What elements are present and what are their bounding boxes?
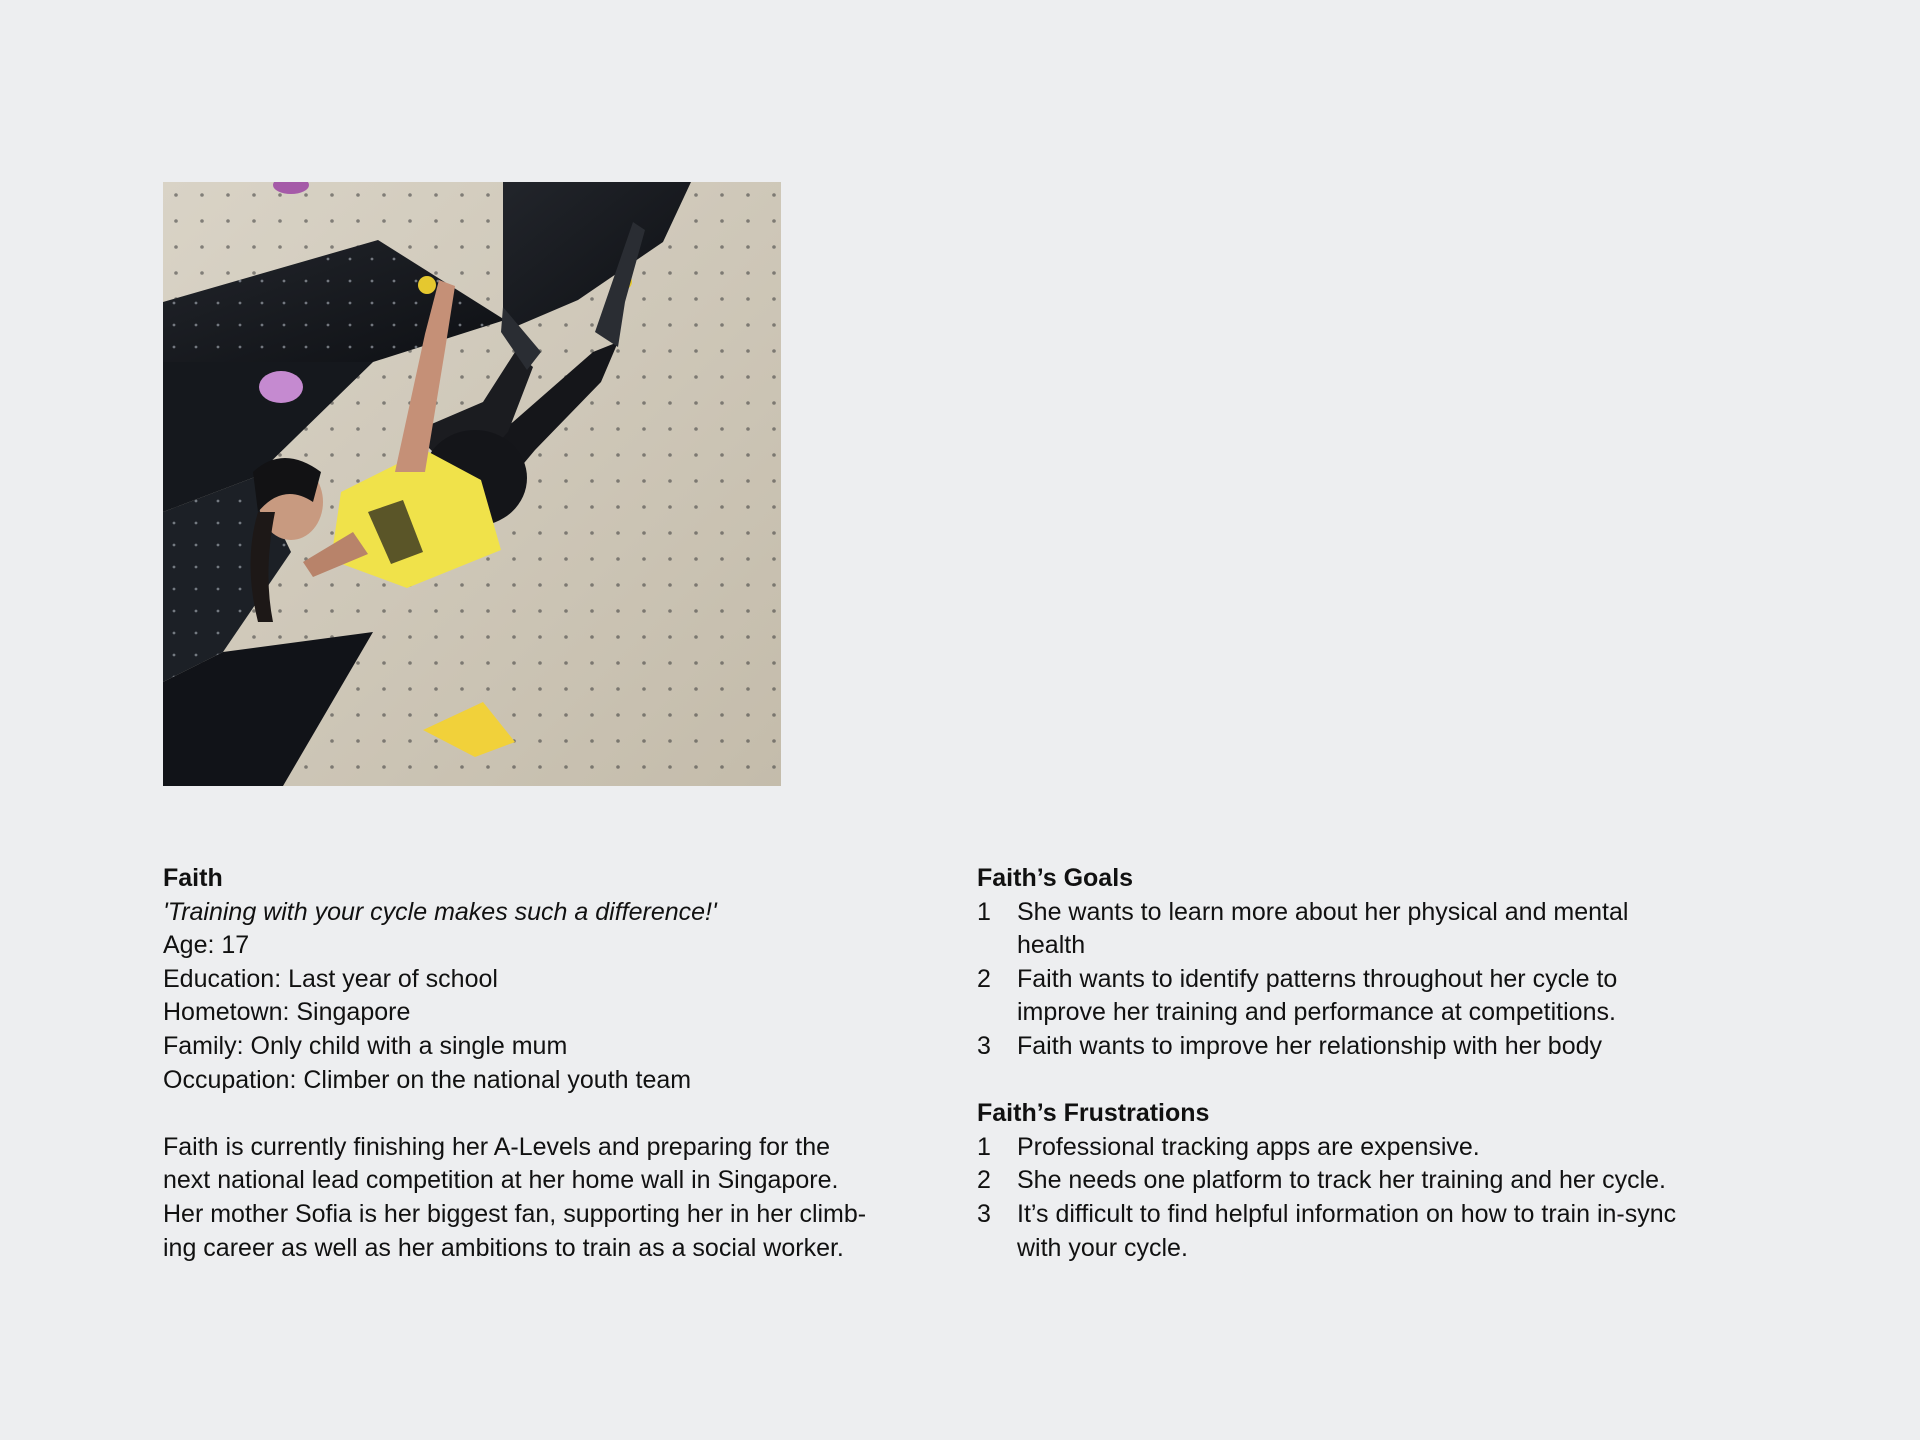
persona-bio — [163, 1131, 943, 1265]
goals-title: Faith’s Goals — [977, 864, 1134, 892]
persona-name: Faith — [163, 864, 223, 892]
persona-needs — [977, 862, 1767, 1265]
list-item — [977, 963, 1767, 1030]
bio-line: ing career as well as her ambitions to train as a social worker. — [163, 1233, 844, 1262]
list-text: improve her training and performance at competitions. — [1017, 998, 1616, 1027]
list-item — [977, 1131, 1767, 1165]
persona-education: Education: Last year of school — [163, 964, 498, 993]
bio-line: Her mother Sofia is her biggest fan, supporting her in her climb- — [163, 1199, 867, 1228]
bio-line: next national lead competition at her home wall in Singapore. — [163, 1166, 839, 1195]
list-item — [977, 1164, 1767, 1198]
persona-occupation: Occupation: Climber on the national youth team — [163, 1065, 692, 1094]
list-text: health — [1017, 931, 1086, 960]
persona-profile — [163, 862, 943, 1265]
list-number: 3 — [977, 1031, 991, 1060]
climber-photo — [163, 182, 781, 786]
list-text: It’s difficult to find helpful information on how to train in-sync — [1017, 1199, 1677, 1228]
frustrations-list — [977, 1131, 1767, 1265]
list-item — [977, 896, 1767, 963]
list-text: Faith wants to identify patterns throughout her cycle to — [1017, 964, 1618, 993]
list-number: 1 — [977, 897, 991, 926]
persona-hometown: Hometown: Singapore — [163, 998, 411, 1027]
list-item — [977, 1030, 1767, 1064]
frustrations-title: Faith’s Frustrations — [977, 1099, 1210, 1128]
persona-quote: 'Training with your cycle makes such a difference!' — [163, 897, 717, 926]
list-text: Faith wants to improve her relationship with her body — [1017, 1031, 1603, 1060]
list-text: Professional tracking apps are expensive. — [1017, 1132, 1480, 1161]
persona-family: Family: Only child with a single mum — [163, 1031, 568, 1060]
persona-age: Age: 17 — [163, 931, 250, 960]
list-number: 3 — [977, 1199, 991, 1228]
goals-list — [977, 896, 1767, 1064]
list-text: with your cycle. — [1017, 1233, 1188, 1262]
list-text: She needs one platform to track her training and her cycle. — [1017, 1166, 1666, 1195]
list-number: 2 — [977, 1166, 991, 1195]
list-number: 1 — [977, 1132, 991, 1161]
bio-line: Faith is currently finishing her A-Levels and preparing for the — [163, 1132, 831, 1161]
list-item — [977, 1198, 1767, 1265]
list-number: 2 — [977, 964, 991, 993]
list-text: She wants to learn more about her physical and mental — [1017, 897, 1629, 926]
